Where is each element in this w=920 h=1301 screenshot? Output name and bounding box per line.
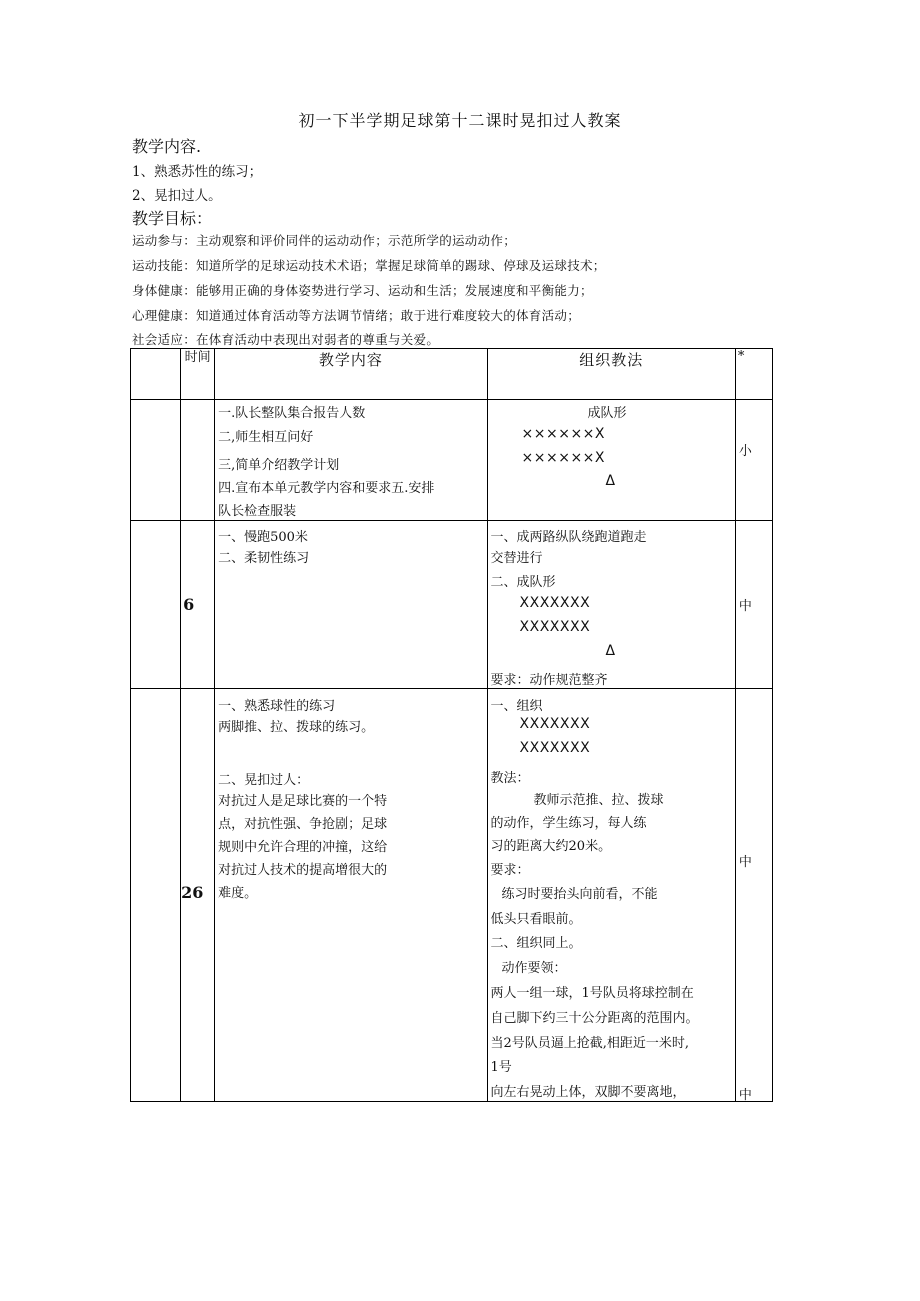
content-line: 点，对抗性强、争抢剧；足球 [218, 817, 388, 832]
method-header: 组织教法 [487, 349, 735, 400]
content-cell [215, 689, 487, 1102]
content-line: 一、慢跑500米 [218, 530, 308, 545]
method-line: 一、组织 [490, 699, 543, 714]
time-cell: 6 [181, 521, 215, 689]
goal-line: 心理健康：知道通过体育活动等方法调节情绪；敢于进行难度较大的体育活动； [132, 308, 581, 323]
page-title: 初一下半学期足球第十二课时晃扣过人教案 [298, 111, 622, 130]
intensity-header: * [735, 349, 772, 400]
table-row [131, 689, 773, 1102]
method-line: 要求： [490, 863, 530, 878]
content-line: 二,师生相互问好 [218, 430, 314, 445]
goal-line: 身体健康：能够用正确的身体姿势进行学习、运动和生活；发展速度和平衡能力； [132, 283, 593, 298]
formation-line: XXXXXXX [519, 595, 591, 611]
goal-line: 运动技能：知道所学的足球运动技术术语；掌握足球简单的踢球、停球及运球技术； [132, 258, 606, 273]
content-line: 四.宣布本单元教学内容和要求五.安排 [218, 481, 435, 496]
formation-line: XXXXXXX [519, 740, 591, 756]
method-line: 的动作，学生练习，每人练 [490, 816, 647, 831]
content-line: 二、晃扣过人： [218, 773, 310, 788]
method-line: 一、成两路纵队绕跑道跑走 [490, 530, 647, 545]
method-line: 当2号队员逼上抢截,相距近一米时, [490, 1036, 690, 1051]
teacher-position: Δ [605, 473, 616, 489]
content-line: 对抗过人技术的提高增很大的 [218, 863, 388, 878]
content-line: 三,简单介绍教学计划 [218, 458, 340, 473]
method-line: 向左右晃动上体，双脚不要离地， [490, 1085, 686, 1100]
method-cell [487, 521, 735, 689]
blank-cell [131, 521, 181, 689]
method-line: 交替进行 [490, 551, 543, 566]
content-line: 规则中允许合理的冲撞，这给 [218, 840, 388, 855]
intensity-cell: 小 [735, 400, 772, 521]
teacher-position: Δ [605, 643, 616, 659]
content-cell [215, 521, 487, 689]
method-line: 低头只看眼前。 [490, 912, 582, 927]
method-line: 二、成队形 [490, 575, 556, 590]
method-cell [487, 689, 735, 1102]
goals-heading: 教学目标： [132, 209, 213, 228]
goal-line: 运动参与：主动观察和评价同伴的运动动作；示范所学的运动动作； [132, 233, 517, 248]
method-cell [487, 400, 735, 521]
method-line: 习的距离大约20米。 [490, 839, 612, 854]
method-line: 1号 [490, 1060, 512, 1075]
content-item: 1、熟悉苏性的练习； [132, 164, 263, 180]
content-heading: 教学内容. [132, 137, 202, 156]
time-cell: 26 [181, 689, 215, 1102]
time-header: 时间 [181, 349, 215, 400]
method-line: 教师示范推、拉、拨球 [533, 793, 664, 808]
method-line: 自己脚下约三十公分距离的范围内。 [490, 1011, 699, 1026]
method-line: 成队形 [587, 406, 627, 421]
blank-header-cell [131, 349, 181, 400]
table-header-row [131, 349, 773, 400]
time-cell [181, 400, 215, 521]
method-line: 练习时要抬头向前看，不能 [501, 887, 658, 902]
intensity-cell: 中 [735, 521, 772, 689]
content-line: 对抗过人是足球比赛的一个特 [218, 794, 388, 809]
intensity-cell: 中 中 [735, 689, 772, 1102]
goal-line: 社会适应：在体育活动中表现出对弱者的尊重与关爱。 [132, 332, 440, 347]
content-line: 难度。 [218, 886, 258, 901]
method-line: 二、组织同上。 [490, 936, 582, 951]
formation-line: ××××××X [521, 426, 606, 442]
content-line: 两脚推、拉、拨球的练习。 [218, 720, 375, 735]
formation-line: XXXXXXX [519, 619, 591, 635]
table-row [131, 400, 773, 521]
formation-line: ××××××X [521, 450, 606, 466]
formation-line: XXXXXXX [519, 716, 591, 732]
blank-cell [131, 689, 181, 1102]
content-line: 队长检查服装 [218, 504, 297, 519]
method-line: 要求：动作规范整齐 [490, 673, 608, 688]
table-row [131, 521, 773, 689]
method-line: 教法： [490, 771, 530, 786]
content-cell [215, 400, 487, 521]
content-header: 教学内容 [215, 349, 487, 400]
method-line: 两人一组一球，1号队员将球控制在 [490, 986, 694, 1001]
content-line: 一.队长整队集合报告人数 [218, 406, 366, 421]
lesson-table [130, 348, 773, 1102]
blank-cell [131, 400, 181, 521]
method-line: 动作要领： [501, 961, 567, 976]
content-item: 2、晃扣过人。 [132, 188, 222, 204]
content-line: 一、熟悉球性的练习 [218, 699, 336, 714]
content-line: 二、柔韧性练习 [218, 551, 310, 566]
